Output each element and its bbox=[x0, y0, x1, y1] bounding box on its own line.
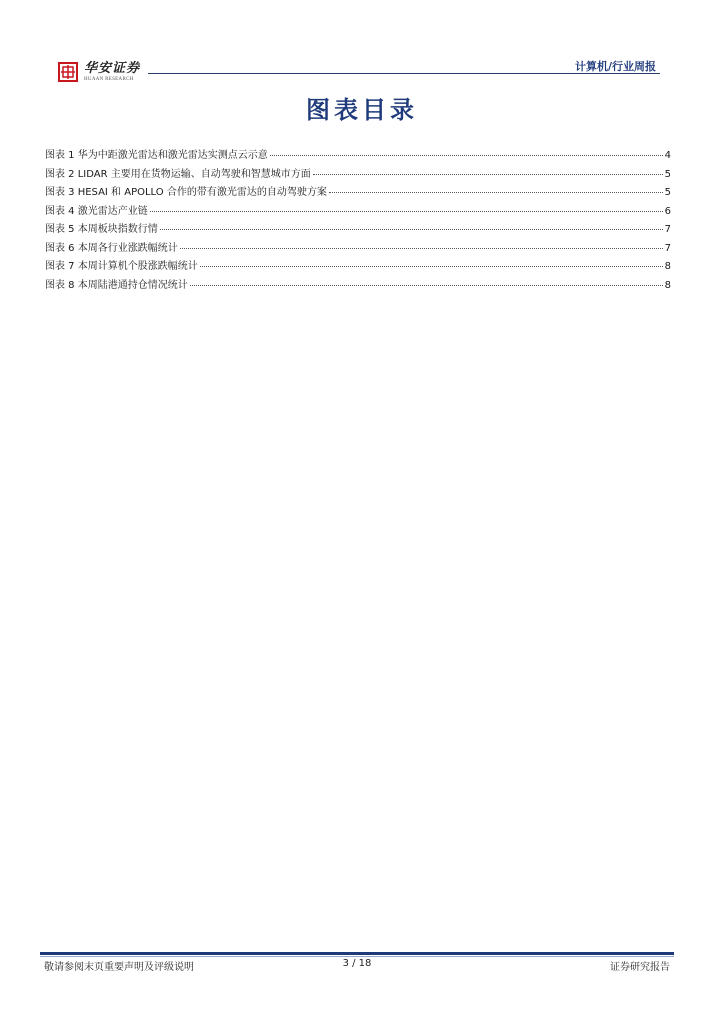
logo-mark-icon bbox=[58, 62, 78, 82]
toc-dot-leader bbox=[160, 229, 663, 230]
toc-entry[interactable] bbox=[45, 183, 671, 202]
toc-dot-leader bbox=[190, 285, 663, 286]
toc-dot-leader bbox=[200, 266, 663, 267]
toc-entry-label: 图表 4 激光雷达产业链 bbox=[45, 205, 148, 217]
toc-entry-page: 5 bbox=[664, 168, 671, 180]
toc-entry-label: 图表 7 本周计算机个股涨跌幅统计 bbox=[45, 261, 198, 272]
toc-entry[interactable] bbox=[45, 257, 671, 276]
toc-entry-page: 7 bbox=[664, 242, 671, 254]
toc-dot-leader bbox=[313, 174, 663, 175]
footer-document-type: 证券研究报告 bbox=[610, 962, 670, 973]
logo-chinese-name: 华安证券 bbox=[84, 61, 141, 76]
footer-divider-thin bbox=[40, 956, 674, 957]
footer-disclaimer: 敬请参阅末页重要声明及评级说明 bbox=[44, 962, 194, 973]
toc-entry-label: 图表 3 HESAI 和 APOLLO 合作的带有激光雷达的自动驾驶方案 bbox=[45, 187, 327, 198]
toc-entry-label: 图表 8 本周陆港通持仓情况统计 bbox=[45, 279, 188, 291]
toc-entry-label: 图表 2 LIDAR 主要用在货物运输、自动驾驶和智慧城市方面 bbox=[45, 168, 311, 180]
toc-entry-page: 8 bbox=[664, 279, 671, 291]
toc-dot-leader bbox=[150, 211, 663, 212]
toc-entry[interactable] bbox=[45, 220, 671, 239]
toc-entry-page: 6 bbox=[664, 205, 671, 217]
page-title: 图表目录 bbox=[306, 96, 418, 124]
toc-dot-leader bbox=[180, 248, 663, 249]
toc-entry-label: 图表 1 华为中距激光雷达和激光雷达实测点云示意 bbox=[45, 150, 268, 161]
footer-divider bbox=[40, 952, 674, 955]
toc-entry-page: 7 bbox=[664, 224, 671, 235]
toc-entry[interactable] bbox=[45, 165, 671, 184]
page-header bbox=[0, 0, 724, 90]
page-number: 3 / 18 bbox=[342, 958, 372, 969]
logo-english-name: HUAAN RESEARCH bbox=[84, 77, 134, 82]
toc-dot-leader bbox=[270, 155, 663, 156]
toc-dot-leader bbox=[329, 192, 663, 193]
toc-entry[interactable] bbox=[45, 202, 671, 221]
toc-entry[interactable] bbox=[45, 276, 671, 295]
company-logo bbox=[58, 62, 140, 82]
report-category: 计算机/行业周报 bbox=[574, 60, 656, 73]
toc-entry-page: 5 bbox=[664, 187, 671, 198]
toc-entry[interactable] bbox=[45, 239, 671, 258]
toc-entry-label: 图表 5 本周板块指数行情 bbox=[45, 224, 158, 235]
toc-entry[interactable] bbox=[45, 146, 671, 165]
table-of-figures bbox=[45, 146, 671, 294]
toc-entry-page: 4 bbox=[664, 150, 671, 161]
toc-entry-label: 图表 6 本周各行业涨跌幅统计 bbox=[45, 242, 178, 254]
toc-entry-page: 8 bbox=[664, 261, 671, 272]
